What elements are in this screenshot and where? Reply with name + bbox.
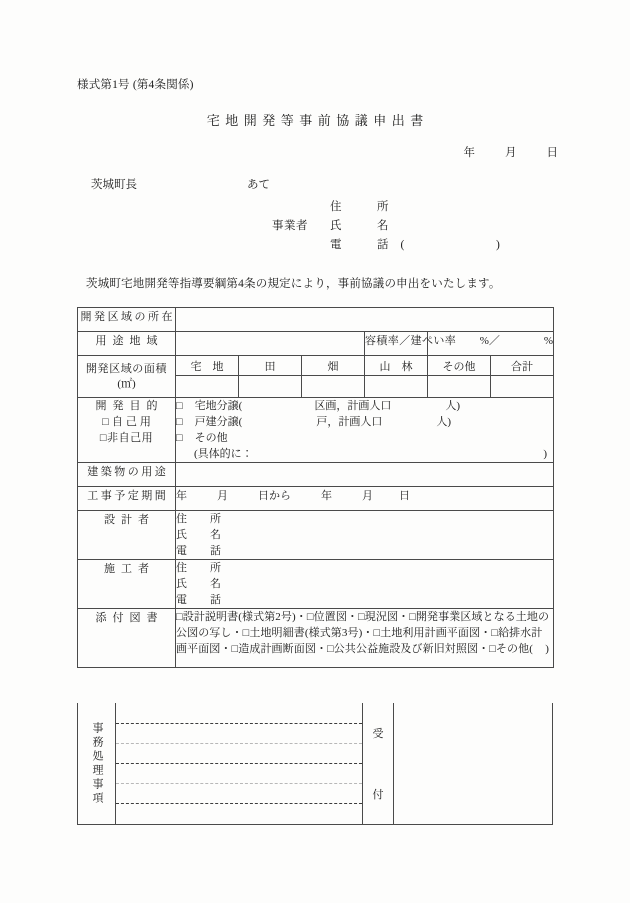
far-bcr-label: 容積率／建ぺい率 [365,332,428,356]
applicant-name-row [330,217,500,236]
term-day2-label: 日 [399,490,410,502]
purpose-specific-close: ) [543,448,548,460]
purpose-option-detached-houses[interactable]: □ 戸建分譲( 戸，計画人口 人) [176,416,451,428]
contractor-label: 施工者 [78,560,176,609]
purpose-label: 開発目的 □自己用 □非自己用 [78,398,176,463]
applicant-address-label: 住 所 [330,201,401,213]
table-row-designer [78,511,554,560]
designer-fields-cell[interactable] [176,511,554,560]
area-value-cell[interactable] [239,376,302,398]
bcr-value: % [543,335,554,347]
zone-label: 用途地域 [78,332,176,356]
term-label: 工事予定期間 [78,487,176,511]
application-table [77,307,554,668]
term-year-label: 年 [176,490,187,502]
purpose-specific-line[interactable]: ) (具体的に： [194,448,548,460]
applicant-group-label: 事業者 [272,220,308,232]
receipt-char-2: 付 [372,788,384,801]
area-col-header: 田 [239,356,302,376]
purpose-options-cell [176,398,554,463]
location-label: 開発区域の所在 [78,308,176,332]
table-row-area-header [78,356,554,376]
documents-list-cell[interactable] [176,609,554,668]
building-use-value-cell[interactable] [176,463,554,487]
building-use-label: 建築物の用途 [78,463,176,487]
area-value-cell[interactable] [365,376,428,398]
location-value-cell[interactable] [176,308,554,332]
addressee-name: 茨城町長 [91,179,137,191]
office-use-label: 事務処理事項 [78,703,116,824]
designer-label: 設計者 [78,511,176,560]
office-notes-area[interactable] [116,703,363,824]
form-number: 様式第1号 (第4条関係) [77,79,194,91]
applicant-phone-close: ) [496,239,500,251]
applicant-block [272,198,500,255]
applicant-phone-label: 電 話( [330,239,417,251]
area-value-cell[interactable] [491,376,554,398]
addressee-suffix: あて [247,179,270,191]
area-col-header: 宅 地 [176,356,239,376]
checkbox-icon[interactable]: □ [176,400,183,412]
addressee [91,176,270,192]
office-rule-line [116,763,362,764]
table-row-purpose [78,398,554,463]
office-rule-line [116,723,362,724]
term-month-label: 月 [217,490,228,502]
statement-text: 茨城町宅地開発等指導要綱第4条の規定により，事前協議の申出をいたします。 [86,278,501,290]
applicant-name-label: 氏 名 [330,220,401,232]
area-col-header: 合計 [491,356,554,376]
applicant-address-row [330,198,500,217]
purpose-option-other[interactable]: □ その他 [176,432,228,444]
documents-close: ) [545,643,550,655]
date-month-label: 月 [505,147,517,159]
receipt-stamp-area[interactable] [394,703,552,824]
table-row-location [78,308,554,332]
area-value-cell[interactable] [302,376,365,398]
receipt-char-1: 受 [372,728,384,741]
area-label: 開発区域の面積 (㎡) [78,356,176,398]
receipt-column [363,703,394,824]
applicant-phone-row [330,236,500,255]
term-year2-label: 年 [321,490,332,502]
documents-text: □設計説明書(様式第2号)・□位置図・□現況図・□開発事業区域となる土地の公図の写し・□土地明細書(様式第3号)・□土地利用計画平面図・□給排水計画平面図・□造成計画断面図・□公共公益施設及び新旧対照図・□その他( [176,611,550,655]
documents-label: 添付図書 [78,609,176,668]
table-row-term [78,487,554,511]
office-rule-line [116,783,362,784]
zone-value-cell[interactable] [176,332,365,356]
table-row-building-use [78,463,554,487]
checkbox-icon[interactable]: □ [176,416,183,428]
table-row-documents [78,609,554,668]
designer-name-label: 氏 名 [176,529,227,541]
area-value-cell[interactable] [176,376,239,398]
office-rule-line [116,743,362,744]
office-rule-line [116,803,362,804]
date-line [464,144,559,160]
area-col-header: 畑 [302,356,365,376]
table-row-contractor [78,560,554,609]
table-row-zone [78,332,554,356]
far-value: %／ [479,335,500,347]
area-value-cell[interactable] [428,376,491,398]
term-value-cell[interactable] [176,487,554,511]
designer-address-label: 住 所 [176,513,227,525]
term-day-from-label: 日から [258,490,291,502]
checkbox-icon[interactable]: □ [176,432,183,444]
designer-phone-label: 電 話 [176,545,227,557]
contractor-phone-label: 電 話 [176,594,227,606]
term-month2-label: 月 [362,490,373,502]
area-col-header: 山 林 [365,356,428,376]
document-title: 宅地開発等事前協議申出書 [206,113,429,128]
date-day-label: 日 [546,147,558,159]
office-use-section [77,703,553,825]
contractor-name-label: 氏 名 [176,578,227,590]
contractor-fields-cell[interactable] [176,560,554,609]
area-col-header: その他 [428,356,491,376]
contractor-address-label: 住 所 [176,562,227,574]
purpose-option-residential-lots[interactable]: □ 宅地分譲( 区画，計画人口 人) [176,400,460,412]
date-year-label: 年 [463,147,475,159]
